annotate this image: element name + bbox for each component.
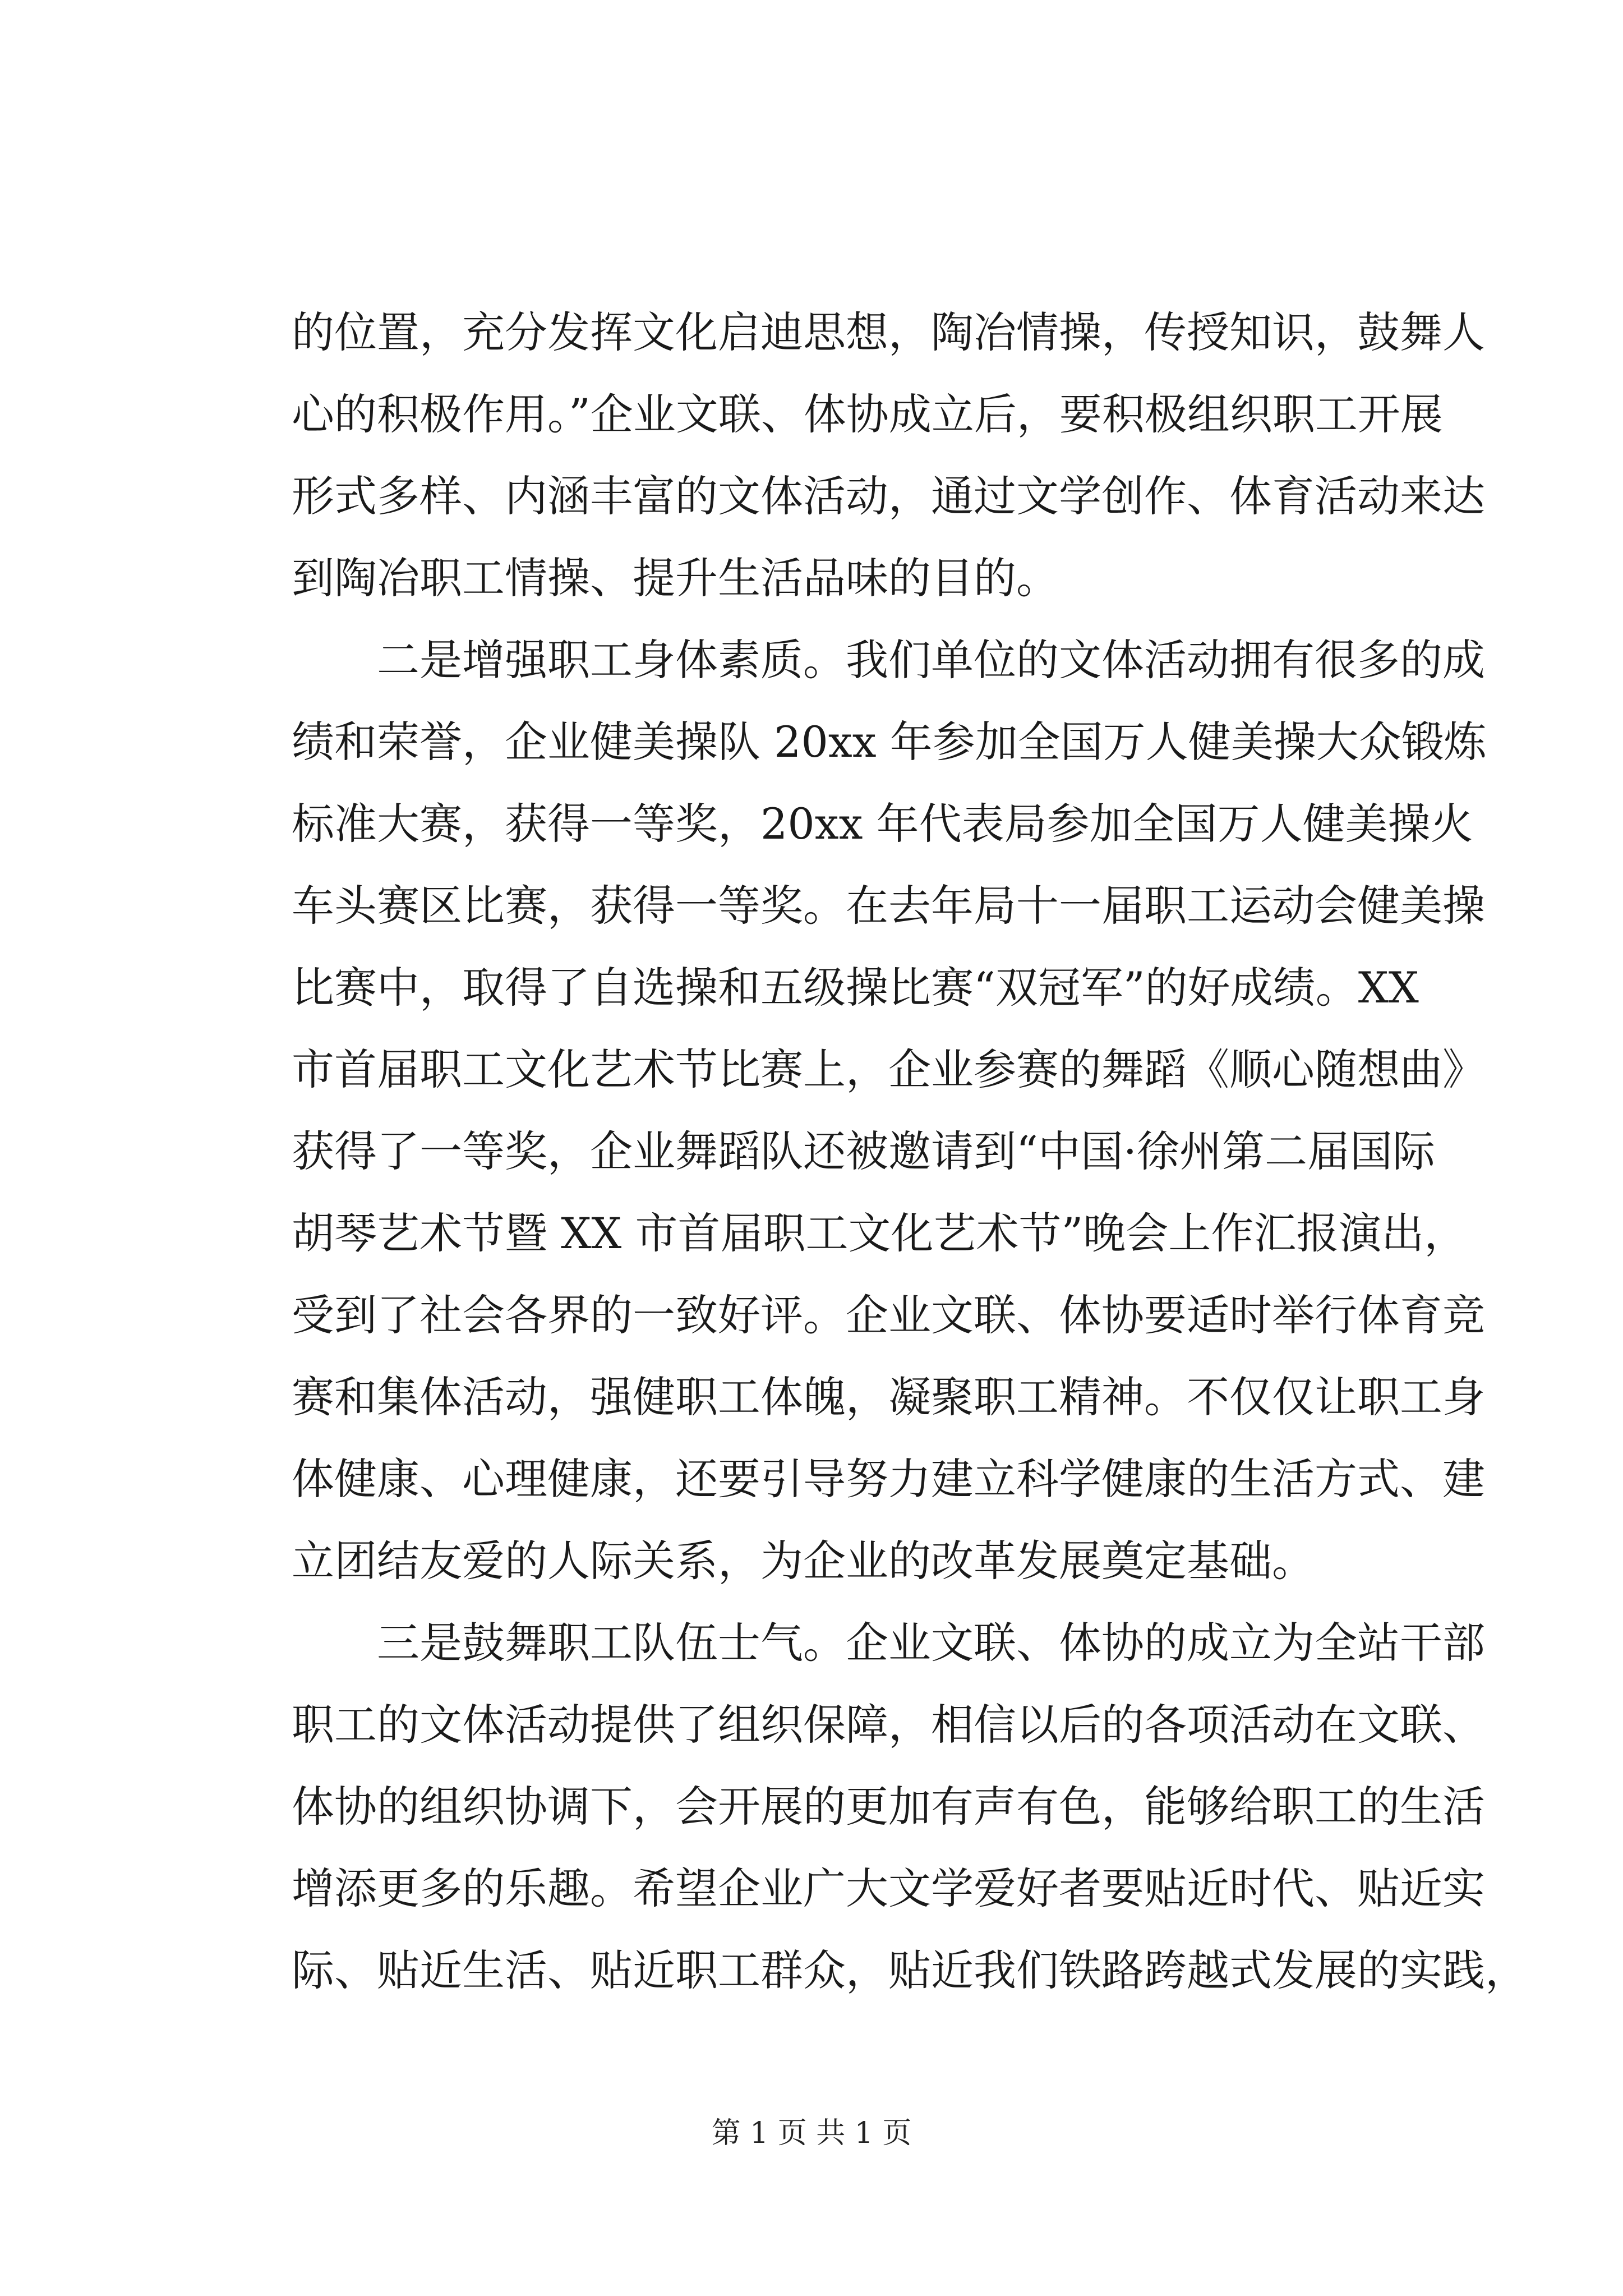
paragraph-3-line-5: 际、贴近生活、贴近职工群众，贴近我们铁路跨越式发展的实践， xyxy=(292,1945,1528,1995)
paragraph-3-line-1: 三是鼓舞职工队伍士气。企业文联、体协的成立为全站干部 xyxy=(377,1618,1485,1668)
paragraph-1-line-2: 心的积极作用。”企业文联、体协成立后，要积极组织职工开展 xyxy=(292,389,1443,439)
paragraph-2-line-2: 绩和荣誉，企业健美操队 20xx 年参加全国万人健美操大众锻炼 xyxy=(292,717,1487,767)
document-body xyxy=(292,292,1528,2012)
paragraph-2-line-7: 获得了一等奖，企业舞蹈队还被邀请到“中国·徐州第二届国际 xyxy=(292,1126,1436,1176)
paragraph-2-line-10: 赛和集体活动，强健职工体魄，凝聚职工精神。不仅仅让职工身 xyxy=(292,1372,1485,1422)
paragraph-2-line-1: 二是增强职工身体素质。我们单位的文体活动拥有很多的成 xyxy=(377,635,1485,685)
paragraph-3-line-3: 体协的组织协调下，会开展的更加有声有色，能够给职工的生活 xyxy=(292,1782,1485,1832)
paragraph-2-line-4: 车头赛区比赛，获得一等奖。在去年局十一届职工运动会健美操 xyxy=(292,881,1485,931)
paragraph-2-line-6: 市首届职工文化艺术节比赛上，企业参赛的舞蹈《顺心随想曲》 xyxy=(292,1045,1485,1094)
paragraph-3-line-2: 职工的文体活动提供了组织保障，相信以后的各项活动在文联、 xyxy=(292,1700,1485,1750)
page-footer xyxy=(0,2109,1623,2151)
paragraph-2-line-12: 立团结友爱的人际关系，为企业的改革发展奠定基础。 xyxy=(292,1536,1315,1586)
paragraph-3-line-4: 增添更多的乐趣。希望企业广大文学爱好者要贴近时代、贴近实 xyxy=(292,1864,1485,1913)
page-number-label: 第 1 页 共 1 页 xyxy=(711,2116,912,2150)
paragraph-1-line-1: 的位置，充分发挥文化启迪思想，陶冶情操，传授知识，鼓舞人 xyxy=(292,307,1485,357)
paragraph-2-line-9: 受到了社会各界的一致好评。企业文联、体协要适时举行体育竞 xyxy=(292,1290,1485,1340)
paragraph-2-line-11: 体健康、心理健康，还要引导努力建立科学健康的生活方式、建 xyxy=(292,1454,1485,1504)
paragraph-1-line-3: 形式多样、内涵丰富的文体活动，通过文学创作、体育活动来达 xyxy=(292,471,1485,521)
paragraph-2-line-3: 标准大赛，获得一等奖，20xx 年代表局参加全国万人健美操火 xyxy=(292,799,1473,849)
paragraph-2-line-8: 胡琴艺术节暨 XX 市首届职工文化艺术节”晚会上作汇报演出， xyxy=(292,1208,1467,1258)
paragraph-2-line-5: 比赛中，取得了自选操和五级操比赛“双冠军”的好成绩。XX xyxy=(292,963,1419,1013)
paragraph-1-line-4: 到陶冶职工情操、提升生活品味的目的。 xyxy=(292,553,1059,603)
